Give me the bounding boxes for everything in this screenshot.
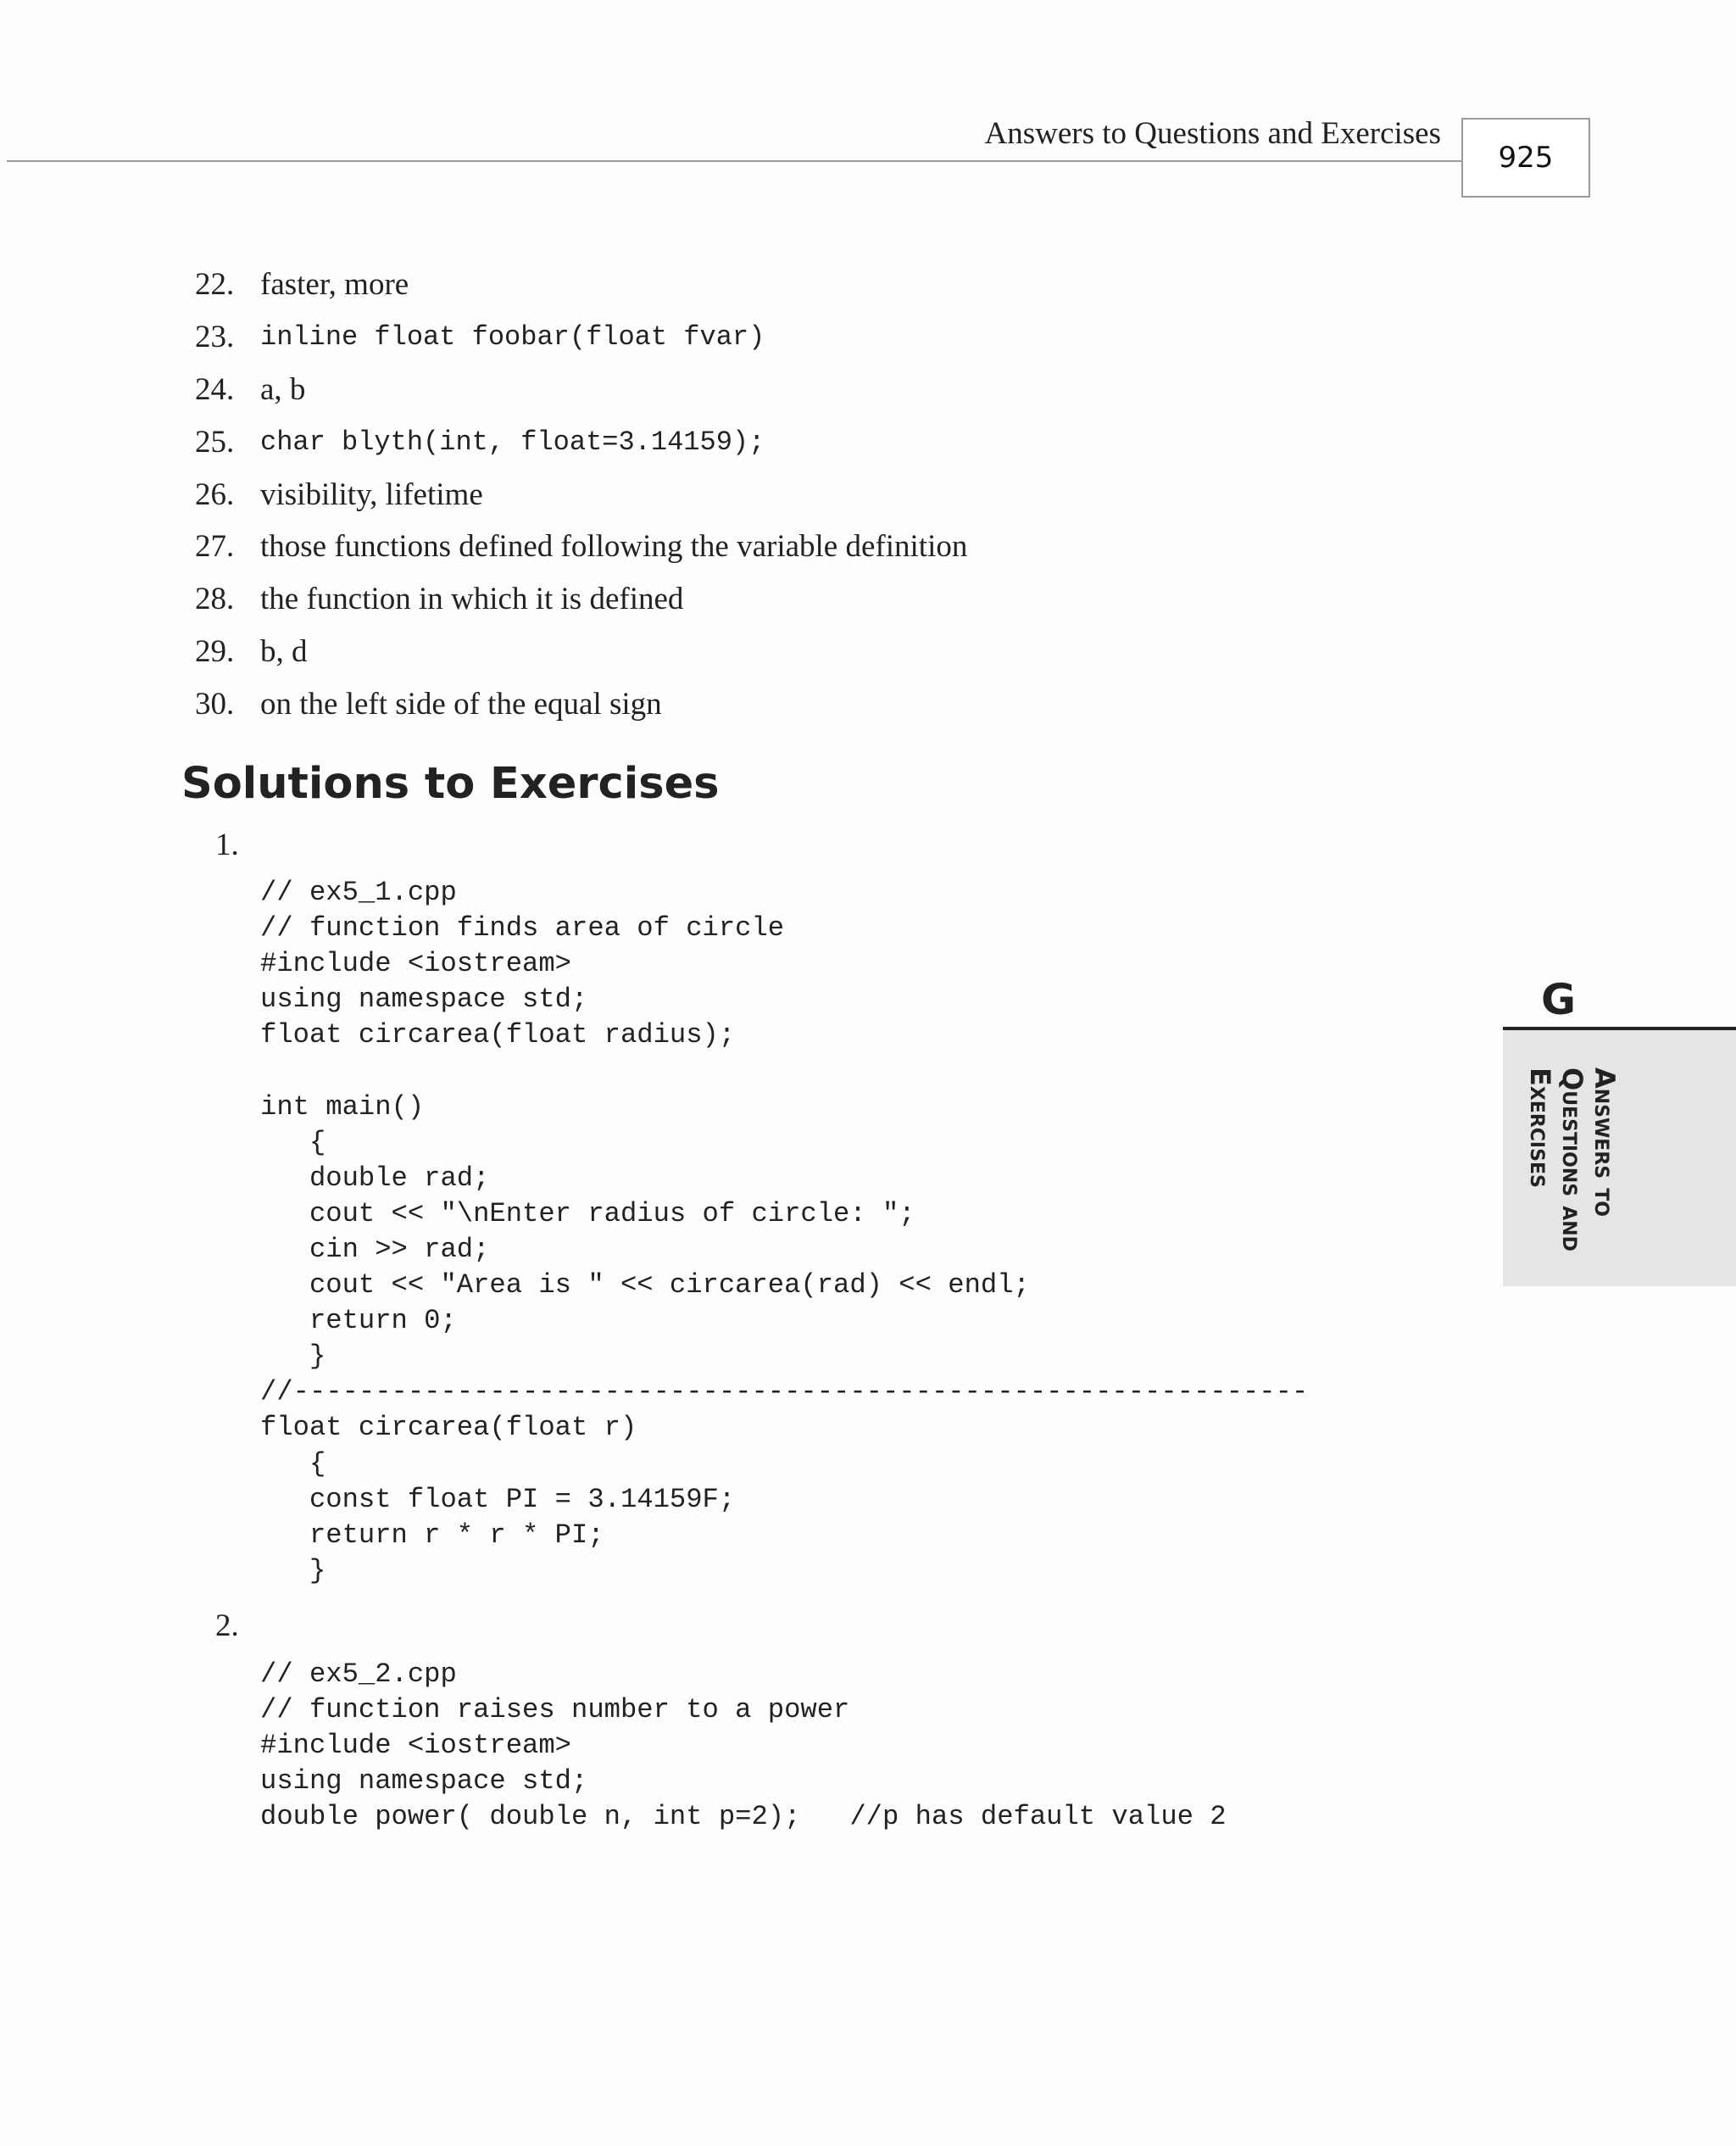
answer-text: a, b bbox=[260, 371, 306, 407]
section-heading: Solutions to Exercises bbox=[181, 759, 720, 809]
answer-item bbox=[195, 364, 967, 416]
answer-text: the function in which it is defined bbox=[260, 582, 684, 617]
answer-number: 25. bbox=[195, 424, 235, 460]
code-listing-ex5-1: // ex5_1.cpp // function finds area of circle #include <iostream> using namespace std; float circarea(float radius); int main() { double rad; cout << "\nEnter radius of circle: "; cin >> rad; cout << "Area is " << circarea(rad) << endl; return 0; } //-------------------------------------------------------------- float circarea(float r) { const float PI = 3.14159F; return r * r * PI; } bbox=[260, 877, 1309, 1586]
answer-item bbox=[195, 521, 967, 573]
code-listing-ex5-2: // ex5_2.cpp // function raises number to a power #include <iostream> using namespace std; double power( double n, int p=2); //p has default value 2 bbox=[260, 1658, 1227, 1833]
chapter-tab-letter: G bbox=[1541, 975, 1577, 1024]
answer-number: 28. bbox=[195, 582, 235, 617]
answer-number: 29. bbox=[195, 633, 235, 669]
header-rule bbox=[7, 160, 1461, 162]
answer-item bbox=[195, 677, 967, 730]
answer-number: 27. bbox=[195, 529, 235, 565]
answer-item bbox=[195, 573, 967, 626]
answer-text: visibility, lifetime bbox=[260, 477, 483, 512]
answer-item bbox=[195, 259, 967, 311]
answer-text: faster, more bbox=[260, 267, 409, 303]
answer-code: char blyth(int, float=3.14159); bbox=[260, 426, 765, 458]
answer-number: 22. bbox=[195, 267, 235, 303]
chapter-tab-line: Exercises bbox=[1524, 1067, 1556, 1188]
answer-number: 26. bbox=[195, 477, 235, 512]
chapter-tab-line: Answers to bbox=[1589, 1067, 1621, 1217]
answer-item bbox=[195, 311, 967, 364]
page-number: 925 bbox=[1461, 118, 1590, 198]
answer-item bbox=[195, 415, 967, 468]
answer-item bbox=[195, 468, 967, 521]
answer-number: 24. bbox=[195, 371, 235, 407]
answer-number: 23. bbox=[195, 320, 235, 355]
answer-item bbox=[195, 626, 967, 678]
answer-code: inline float foobar(float fvar) bbox=[260, 321, 765, 354]
exercise-number: 2. bbox=[215, 1608, 239, 1643]
chapter-tab-line: Questions and bbox=[1556, 1067, 1589, 1251]
answer-text: b, d bbox=[260, 633, 308, 669]
exercise-number: 1. bbox=[215, 828, 239, 862]
answer-list bbox=[195, 259, 967, 730]
answer-text: those functions defined following the variable definition bbox=[260, 529, 968, 565]
answer-number: 30. bbox=[195, 686, 235, 722]
running-title: Answers to Questions and Exercises bbox=[984, 116, 1441, 151]
answer-text: on the left side of the equal sign bbox=[260, 686, 662, 722]
chapter-tab-title bbox=[1524, 1067, 1621, 1322]
